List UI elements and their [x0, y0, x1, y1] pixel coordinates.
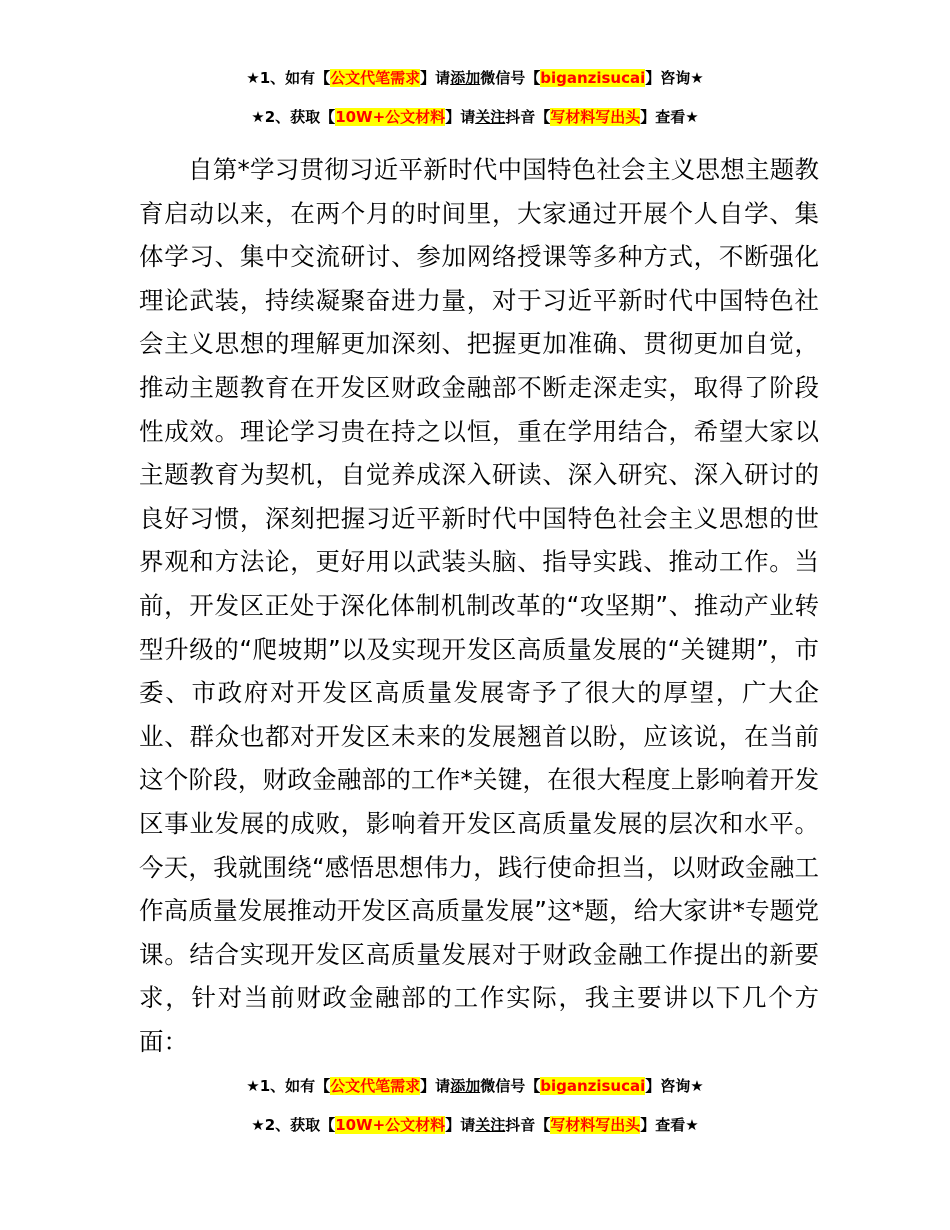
ad-prefix: ★2、获取【 [251, 1116, 336, 1134]
ad-highlight-materials: 10W+公文材料 [335, 108, 446, 126]
ad-text: 微信号【 [480, 69, 541, 87]
ad-prefix: ★1、如有【 [246, 1077, 331, 1095]
ad-text: 】请 [420, 69, 451, 87]
ad-text: 】请 [445, 108, 476, 126]
ad-underline-word: 添加 [450, 1077, 481, 1095]
ad-underline-word: 关注 [475, 108, 506, 126]
ad-prefix: ★1、如有【 [246, 69, 331, 87]
ad-highlight-douyin: 写材料写出头 [550, 1116, 641, 1134]
body-paragraph: 自第*学习贯彻习近平新时代中国特色社会主义思想主题教育启动以来，在两个月的时间里，大家通过开展个人自学、集体学习、集中交流研讨、参加网络授课等多种方式，不断强化理论武装，持续凝聚奋进力量，对于习近平新时代中国特色社会主义思想的理解更加深刻、把握更加准确、贯彻更加自觉，推动主题教育在开发区财政金融部不断走深走实，取得了阶段性成效。理论学习贵在持之以恒，重在学用结合，希望大家以主题教育为契机，自觉养成深入研读、深入研究、深入研讨的良好习惯，深刻把握习近平新时代中国特色社会主义思想的世界观和方法论，更好用以武装头脑、指导实践、推动工作。当前，开发区正处于深化体制机制改革的“攻坚期”、推动产业转型升级的“爬坡期”以及实现开发区高质量发展的“关键期”，市委、市政府对开发区高质量发展寄予了很大的厚望，广大企业、群众也都对开发区未来的发展翘首以盼，应该说，在当前这个阶段，财政金融部的工作*关键，在很大程度上影响着开发区事业发展的成败，影响着开发区高质量发展的层次和水平。今天，我就围绕“感悟思想伟力，践行使命担当，以财政金融工作高质量发展推动开发区高质量发展”这*题，给大家讲*专题党课。结合实现开发区高质量发展对于财政金融工作提出的新要求，针对当前财政金融部的工作实际，我主要讲以下几个方面： [139, 155, 819, 1056]
ad-suffix: 】咨询★ [645, 69, 704, 87]
ad-text: 微信号【 [480, 1077, 541, 1095]
top-ad-line-1 [0, 67, 950, 89]
ad-text: 】请 [445, 1116, 476, 1134]
ad-text: 抖音【 [505, 1116, 551, 1134]
ad-highlight-service: 公文代笔需求 [330, 69, 421, 87]
top-ad-line-2 [0, 106, 950, 128]
ad-highlight-douyin: 写材料写出头 [550, 108, 641, 126]
ad-prefix: ★2、获取【 [251, 108, 336, 126]
ad-highlight-wechat-id: biganzisucai [540, 69, 646, 87]
ad-highlight-service: 公文代笔需求 [330, 1077, 421, 1095]
ad-highlight-materials: 10W+公文材料 [335, 1116, 446, 1134]
ad-text: 抖音【 [505, 108, 551, 126]
ad-text: 】请 [420, 1077, 451, 1095]
bottom-ad-line-1 [0, 1075, 950, 1097]
bottom-ad-line-2 [0, 1114, 950, 1136]
ad-suffix: 】咨询★ [645, 1077, 704, 1095]
ad-highlight-wechat-id: biganzisucai [540, 1077, 646, 1095]
ad-underline-word: 添加 [450, 69, 481, 87]
ad-suffix: 】查看★ [640, 108, 699, 126]
ad-suffix: 】查看★ [640, 1116, 699, 1134]
ad-underline-word: 关注 [475, 1116, 506, 1134]
